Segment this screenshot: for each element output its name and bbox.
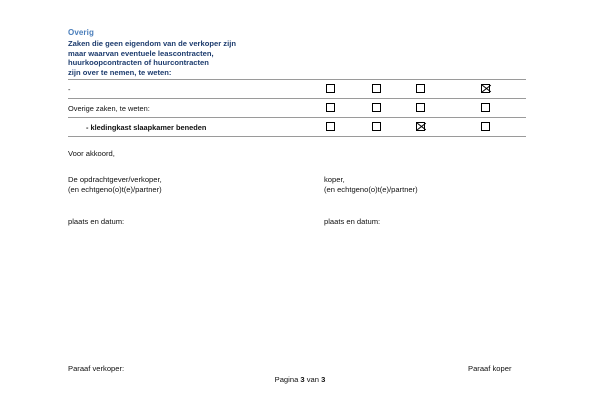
seller-line-1: De opdrachtgever/verkoper, — [68, 175, 162, 185]
checkbox-cell[interactable] — [356, 99, 396, 118]
buyer-line-1: koper, — [324, 175, 345, 185]
checkbox-cell[interactable] — [356, 80, 396, 99]
page-current: 3 — [300, 375, 305, 384]
checkbox-icon[interactable] — [326, 122, 335, 131]
intro-line-4: zijn over te nemen, te weten: — [68, 67, 172, 77]
checkbox-icon[interactable] — [416, 84, 425, 93]
document-body — [68, 28, 526, 227]
seller-line-2: (en echtgeno(o)t(e)/partner) — [68, 185, 162, 195]
signature-buyer — [324, 175, 418, 195]
place-date-seller — [68, 217, 526, 227]
place-date-block — [68, 217, 526, 227]
signature-seller — [68, 175, 526, 195]
page-number — [0, 375, 600, 384]
checkbox-cell[interactable] — [444, 99, 526, 118]
row-label: - kledingkast slaapkamer beneden — [68, 118, 304, 137]
intro-line-2: maar waarvan eventuele leascontracten, — [68, 48, 214, 58]
checkbox-checked-icon[interactable] — [416, 122, 425, 131]
checkbox-icon[interactable] — [326, 84, 335, 93]
items-table — [68, 79, 526, 137]
buyer-line-2: (en echtgeno(o)t(e)/partner) — [324, 185, 418, 195]
agreement-label: Voor akkoord, — [68, 149, 115, 159]
page-prefix: Pagina — [274, 375, 301, 384]
checkbox-checked-icon[interactable] — [481, 84, 490, 93]
checkbox-cell[interactable] — [444, 80, 526, 99]
checkbox-icon[interactable] — [481, 103, 490, 112]
checkbox-icon[interactable] — [372, 122, 381, 131]
table-row — [68, 80, 526, 99]
page-total: 3 — [321, 375, 326, 384]
intro-paragraph — [68, 39, 526, 77]
checkbox-icon[interactable] — [416, 103, 425, 112]
row-label: Overige zaken, te weten: — [68, 99, 304, 118]
table-row — [68, 99, 526, 118]
checkbox-icon[interactable] — [372, 103, 381, 112]
signature-block — [68, 175, 526, 195]
checkbox-icon[interactable] — [326, 103, 335, 112]
checkbox-cell[interactable] — [304, 80, 356, 99]
checkbox-cell[interactable] — [444, 118, 526, 137]
checkbox-cell[interactable] — [304, 99, 356, 118]
footer-initials-seller: Paraaf verkoper: — [68, 364, 125, 373]
checkbox-cell[interactable] — [396, 99, 444, 118]
checkbox-cell[interactable] — [396, 80, 444, 99]
section-heading: Overig — [68, 28, 94, 37]
checkbox-icon[interactable] — [372, 84, 381, 93]
page-middle: van — [304, 375, 322, 384]
checkbox-icon[interactable] — [481, 122, 490, 131]
intro-line-3: huurkoopcontracten of huurcontracten — [68, 58, 209, 68]
checkbox-cell[interactable] — [304, 118, 356, 137]
intro-line-1: Zaken die geen eigendom van de verkoper zijn — [68, 39, 236, 48]
row-label: - — [68, 80, 304, 99]
checkbox-cell[interactable] — [356, 118, 396, 137]
table-row — [68, 118, 526, 137]
place-date-buyer — [324, 217, 380, 227]
seller-place-date: plaats en datum: — [68, 217, 125, 227]
buyer-place-date: plaats en datum: — [324, 217, 381, 227]
checkbox-cell[interactable] — [396, 118, 444, 137]
footer-initials-buyer: Paraaf koper — [468, 364, 512, 373]
